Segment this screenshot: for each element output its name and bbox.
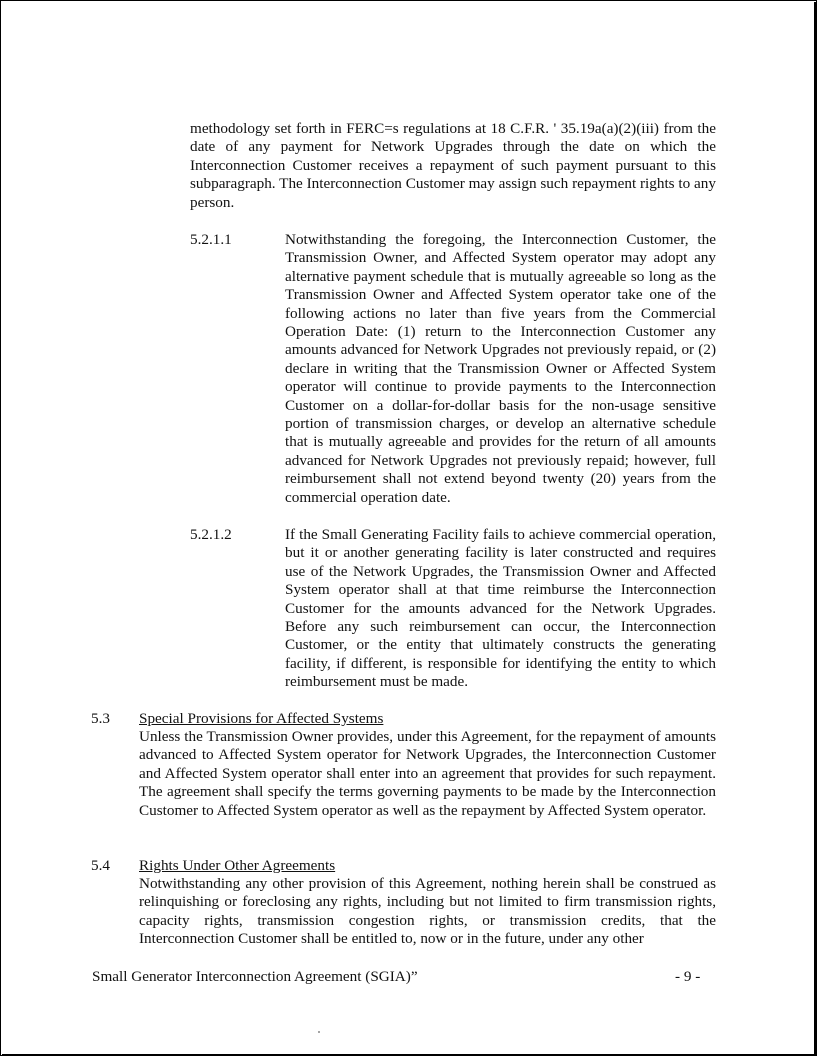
section-number: 5.4 [91,857,110,874]
section-heading: Special Provisions for Affected Systems [139,710,384,727]
section-text: Unless the Transmission Owner provides, under this Agreement, for the repayment of amounts advanced to Affected System operator for Network Upgrades, the Interconnection Customer and Affected System operator shall enter into an agreement that provides for such repayment. The agreement shall specify the terms governing payments to be made by the Interconnection Customer to Affected System operator as well as the repayment by Affected System operator. [139,728,716,819]
subsection-number: 5.2.1.1 [190,231,232,248]
subsection-number: 5.2.1.2 [190,526,232,543]
subsection-text: Notwithstanding the foregoing, the Interconnection Customer, the Transmission Owner, and Affected System operator may adopt any alternative payment schedule that is mutually agreeable so long as the Transmission Owner and Affected System operator take one of the following actions no later than five years from the Commercial Operation Date: (1) return to the Interconnection Customer any amounts advanced for Network Upgrades not previously repaid, or (2) declare in writing that the Transmission Owner or Affected System operator will continue to provide payments to the Interconnection Customer on a dollar-for-dollar basis for the non-usage sensitive portion of transmission charges, or develop an alternative schedule that is mutually agreeable and provides for the return of all amounts advanced for Network Upgrades not previously repaid; however, full reimbursement shall not extend beyond twenty (20) years from the commercial operation date. [285,231,716,506]
footer-page-number: - 9 - [675,968,701,985]
intro-paragraph: methodology set forth in FERC=s regulations at 18 C.F.R. ' 35.19a(a)(2)(iii) from the date of any payment for Network Upgrades through the date on which the Interconnection Customer receives a repayment of such payment pursuant to this subparagraph. The Interconnection Customer may assign such repayment rights to any person. [190,120,716,211]
subsection-text: If the Small Generating Facility fails to achieve commercial operation, but it or another generating facility is later constructed and requires use of the Network Upgrades, the Transmission Owner and Affected System operator shall at that time reimburse the Interconnection Customer for the amounts advanced for the Network Upgrades. Before any such reimbursement can occur, the Interconnection Customer, or the entity that ultimately constructs the generating facility, if different, is responsible for identifying the entity to which reimbursement must be made. [285,526,716,691]
scan-speck [318,1031,320,1033]
section-text: Notwithstanding any other provision of this Agreement, nothing herein shall be construed as relinquishing or foreclosing any rights, including but not limited to firm transmission rights, capacity rights, transmission congestion rights, or transmission credits, that the Interconnection Customer shall be entitled to, now or in the future, under any other [139,875,716,948]
section-number: 5.3 [91,710,110,727]
footer-title: Small Generator Interconnection Agreement (SGIA)” [92,968,418,985]
section-heading: Rights Under Other Agreements [139,857,336,874]
